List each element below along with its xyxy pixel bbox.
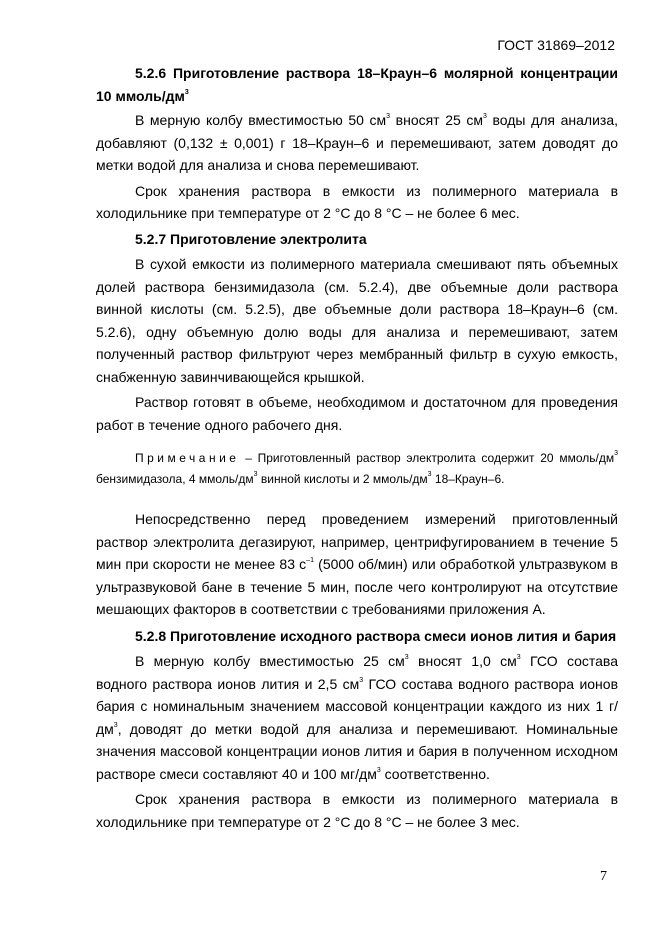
section-5-2-6-paragraph-1: В мерную колбу вместимостью 50 $см^3$ вносят 25 $см^3$ воды для анализа, добавляют (0,132 ± 0,001) г 18–Краун–6 и перемешивают, затем доводят до метки водой для анализа и снова перемешивают.: [96, 112, 618, 173]
standard-code: ГОСТ 31869–2012: [497, 37, 615, 53]
section-5-2-8-title: 5.2.8 Приготовление исходного раствора смеси ионов лития и бария: [135, 627, 617, 644]
section-5-2-7-paragraph-3: Непосредственно перед проведением измерений приготовленный раствор электролита дегазируют, например, центрифугированием в течение 5 мин при скорости не менее 83 $с^{-1}$ (5000 об/мин) или обработкой ультразвуком в ультразвуковой бане в течение 5 мин, после чего контролируют на отсутствие мешающих факторов в соответствии с требованиями приложения А.: [96, 511, 618, 617]
section-5-2-7-title: 5.2.7 Приготовление электролита: [135, 230, 367, 247]
section-5-2-7-paragraph-1: В сухой емкости из полимерного материала смешивают пять объемных долей раствора бензимидазола (см. 5.2.4), две объемные доли раствора винной кислоты (см. 5.2.5), две объемные доли раствора 18–Краун–6 (см. 5.2.6), одну объемную долю воды для анализа и перемешивают, затем полученный раствор фильтруют через мембранный фильтр в сухую емкость, снабженную завинчивающейся крышкой.: [96, 256, 618, 385]
section-5-2-6-paragraph-2: Срок хранения раствора в емкости из полимерного материала в холодильнике при температуре от 2 °С до 8 °С – не более 6 мес.: [96, 182, 618, 221]
section-5-2-6-title: 5.2.6 Приготовление раствора 18–Краун–6 молярной концентрации 10 ммоль/$дм^3$: [96, 65, 618, 104]
electrolyte-note: Примечание – Приготовленный раствор электролита содержит 20 ммоль/$дм^3$ бензимидазола, 4 ммоль/$дм^3$ винной кислоты и 2 ммоль/$дм^3$ 18–Краун–6.: [96, 450, 618, 486]
note-label: Примечание: [135, 451, 240, 465]
section-5-2-8-paragraph-1: В мерную колбу вместимостью 25 $см^3$ вносят 1,0 $см^3$ ГСО состава водного раствора ионов лития и 2,5 $см^3$ ГСО состава водного раствора ионов бария с номинальным значением массовой концентрации каждого из них 1 $г/дм^3$, доводят до метки водой для анализа и перемешивают. Номинальные значения массовой концентрации ионов лития и бария в полученном исходном растворе смеси составляют 40 и 100 $мг/дм^3$ соответственно.: [96, 653, 619, 782]
section-5-2-7-paragraph-2: Раствор готовят в объеме, необходимом и достаточном для проведения работ в течение одного рабочего дня.: [96, 394, 618, 433]
page-number: 7: [600, 869, 607, 884]
section-5-2-8-paragraph-2: Срок хранения раствора в емкости из полимерного материала в холодильнике при температуре от 2 °С до 8 °С – не более 3 мес.: [96, 791, 618, 830]
page-content: [96, 62, 618, 833]
